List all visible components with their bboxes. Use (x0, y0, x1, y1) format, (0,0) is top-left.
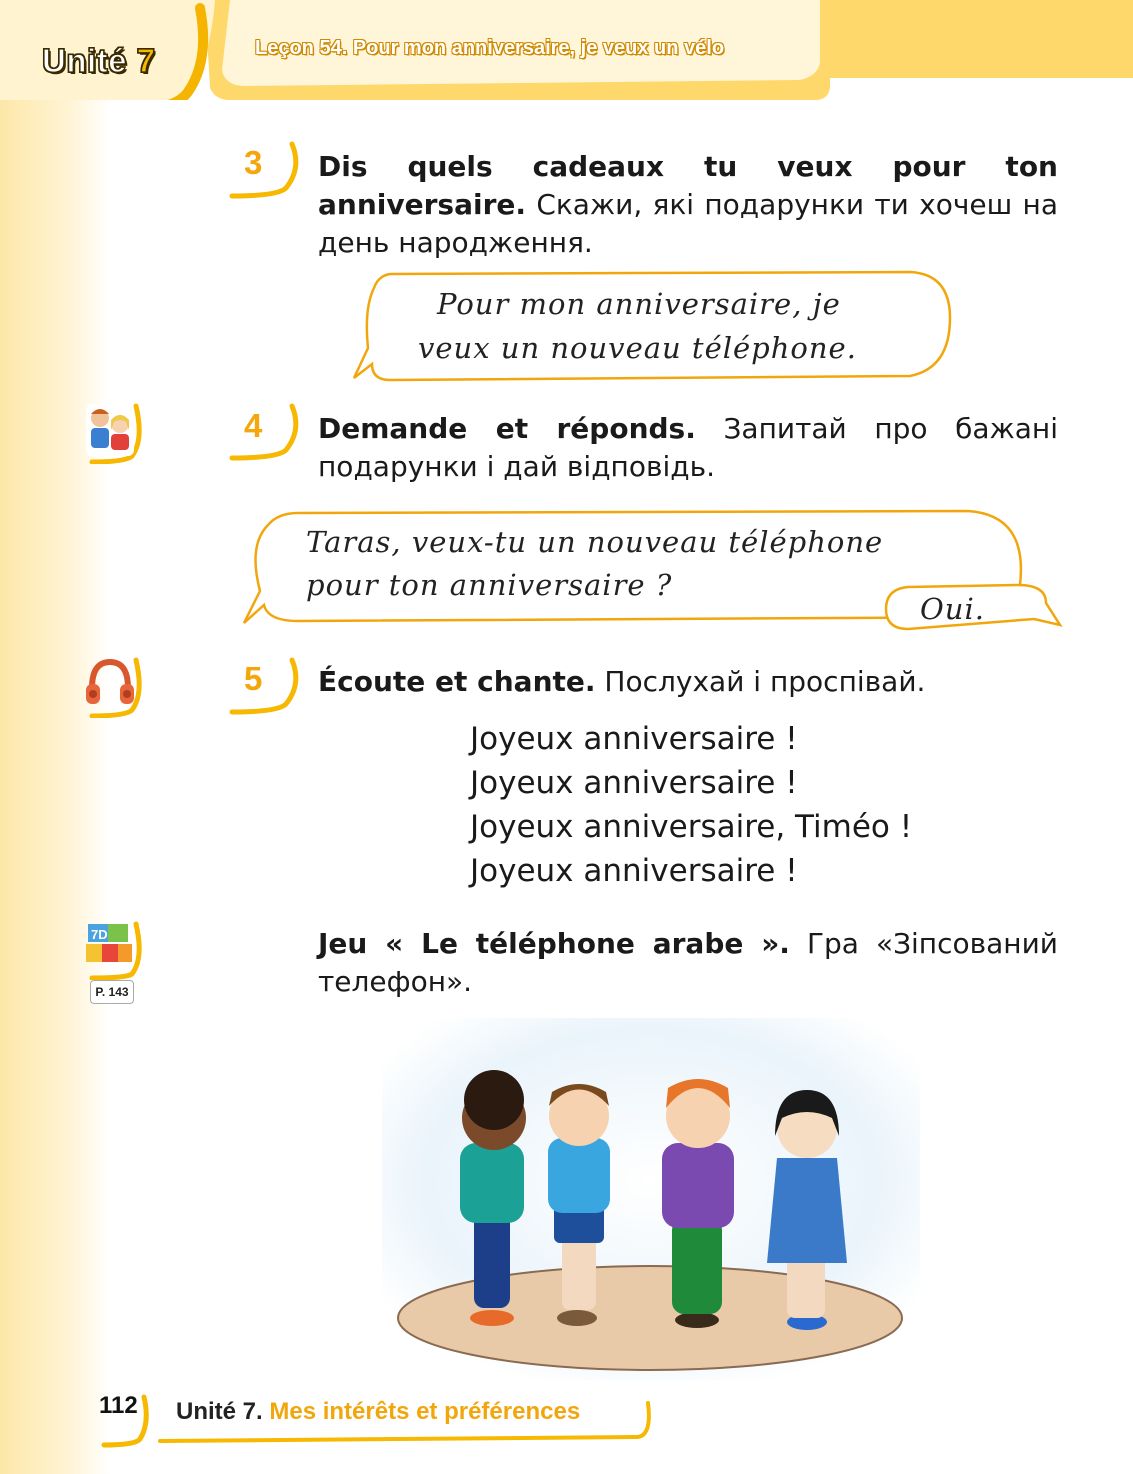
song-line: Joyeux anniversaire ! (470, 853, 798, 889)
bubble-text-line1: Pour mon anniversaire, je (437, 287, 841, 321)
page-reference: P. 143 (95, 985, 129, 999)
instruction-uk: Скажи, які подарунки ти хочеш на день народження. (318, 188, 1058, 259)
instruction-fr: Demande et réponds. (318, 412, 696, 445)
exercise-number-swoosh (226, 138, 301, 203)
page-number: 112 (99, 1392, 138, 1419)
pair-work-icon (82, 400, 144, 464)
instruction-fr: Jeu « Le téléphone arabe ». (318, 927, 790, 960)
left-margin-band (0, 0, 110, 1474)
question-line2: pour ton anniversaire ? (306, 568, 673, 602)
page-reference-badge (90, 980, 134, 1004)
song-line: Joyeux anniversaire ! (470, 721, 798, 757)
game-blocks-icon (82, 918, 144, 980)
exercise3-instruction (318, 148, 1058, 262)
unit-label: Unité (42, 42, 127, 79)
answer-text: Oui. (920, 592, 985, 626)
instruction-uk: Запитай про бажані подарунки і дай відповідь. (318, 412, 1059, 483)
unit-tab (42, 42, 156, 80)
footer-unit-label: Unité 7. (176, 1398, 263, 1425)
children-playing-illustration (382, 1018, 920, 1380)
song-lyrics (470, 717, 912, 893)
game-instruction (318, 925, 1058, 1001)
instruction-fr: Écoute et chante. (318, 665, 596, 698)
unit-number: 7 (136, 42, 156, 79)
exercise-number-4: 4 (244, 407, 263, 444)
exercise5-instruction (318, 663, 1058, 701)
footer-unit-title: Mes intérêts et préférences (269, 1398, 581, 1425)
lesson-title: Leçon 54. Pour mon anniversaire, je veux un vélo (255, 37, 725, 59)
exercise-number-swoosh (226, 654, 301, 719)
song-line: Joyeux anniversaire, Timéo ! (470, 809, 913, 845)
song-line: Joyeux anniversaire ! (470, 765, 798, 801)
instruction-fr: Dis quels cadeaux tu veux pour ton anniversaire. (318, 150, 1058, 221)
question-line1: Taras, veux-tu un nouveau téléphone (306, 525, 884, 559)
exercise4-instruction (318, 410, 1058, 486)
bubble-text-line2: veux un nouveau téléphone. (418, 331, 857, 365)
svg-text:7D: 7D (91, 927, 108, 942)
headphones-icon (82, 654, 144, 718)
exercise-number-3: 3 (244, 144, 263, 181)
instruction-uk: Послухай і проспівай. (604, 665, 926, 698)
exercise-number-swoosh (226, 400, 301, 465)
instruction-uk: Гра «Зіпсований телефон». (318, 927, 1058, 998)
exercise-number-5: 5 (244, 660, 263, 697)
footer-title (176, 1398, 580, 1426)
